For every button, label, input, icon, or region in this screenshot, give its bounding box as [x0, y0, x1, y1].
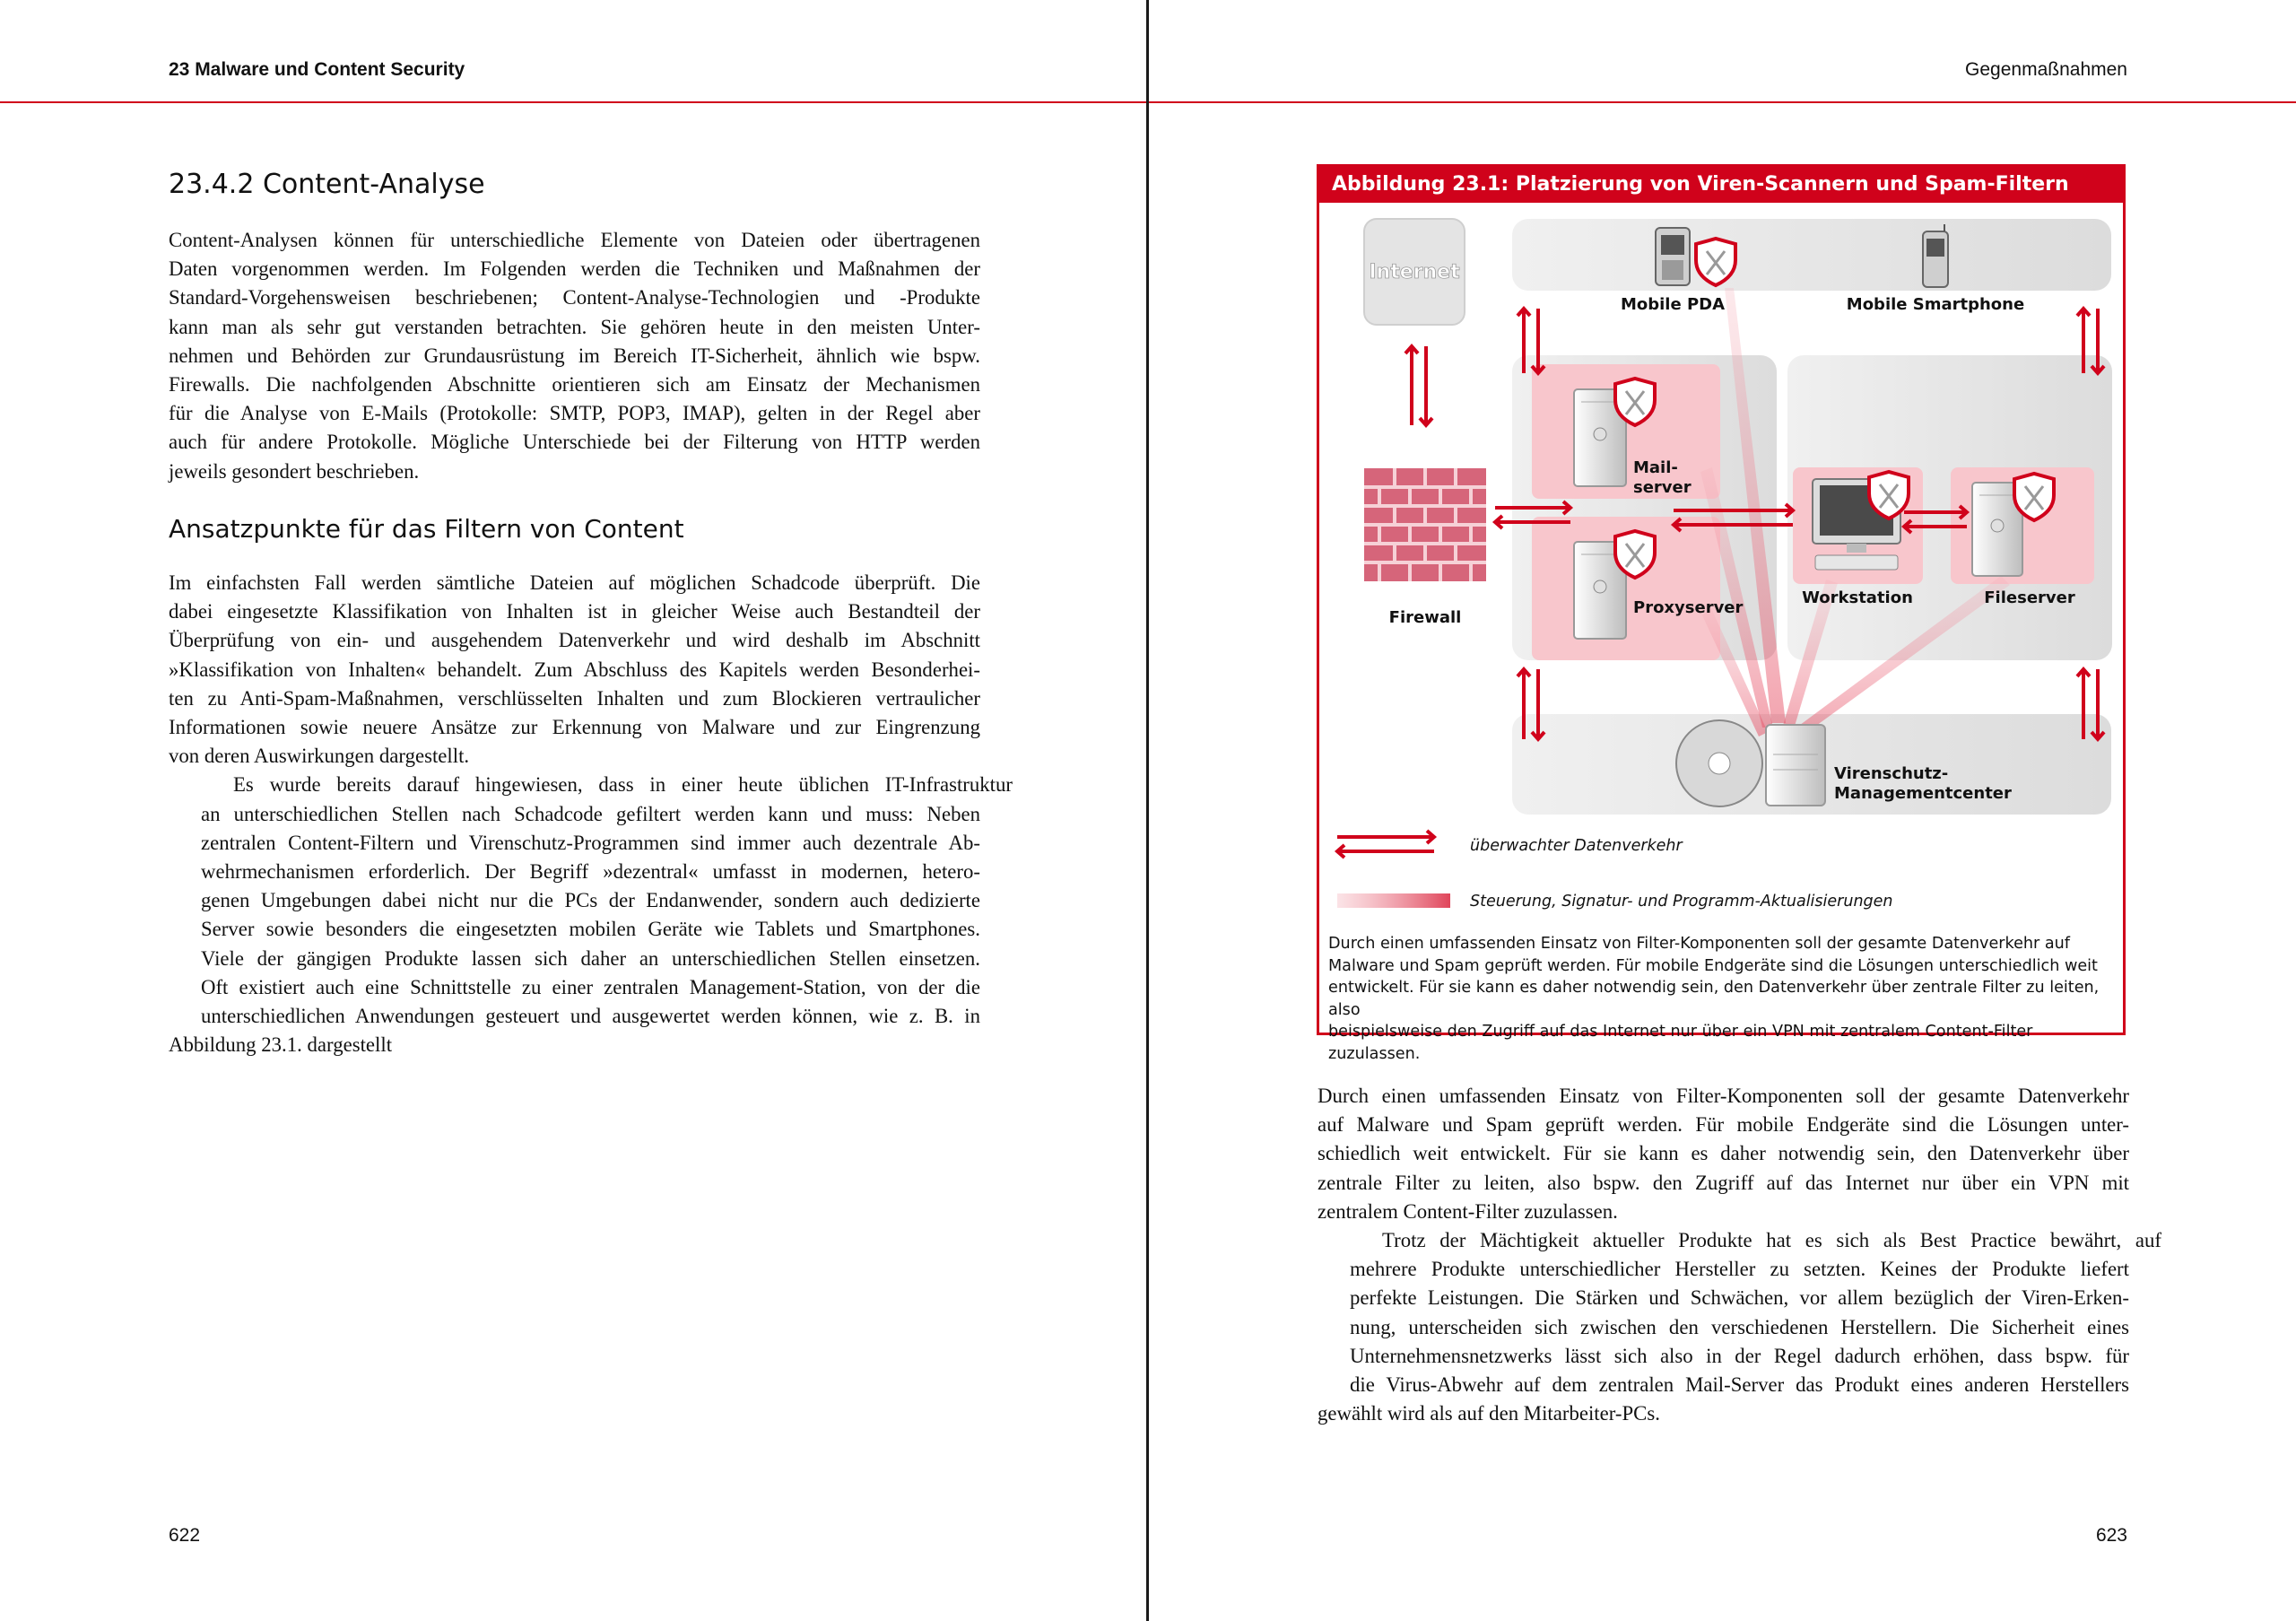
- text-line: jeweils gesondert beschrieben.: [169, 459, 420, 483]
- header-rule: [0, 101, 1147, 103]
- body-paragraph: [169, 569, 980, 771]
- mailserver-label-2: server: [1633, 478, 1692, 497]
- subheading: Ansatzpunkte für das Filtern von Content: [169, 514, 684, 544]
- text-line: an unterschiedlichen Stellen nach Schadcode gefiltert werden kann und muss: Neben: [201, 802, 980, 825]
- paragraph-content-analysis: [169, 226, 980, 486]
- text-line: Content-Analysen können für unterschiedliche Elemente von Dateien oder übertragenen: [169, 229, 980, 251]
- text-line: von deren Auswirkungen dargestellt.: [169, 745, 470, 768]
- mobile-pda-label: Mobile PDA: [1620, 295, 1726, 314]
- body-paragraph: [1318, 1226, 2161, 1428]
- text-line: Durch einen umfassenden Einsatz von Filter-Komponenten soll der gesamte Datenverkehr: [1318, 1085, 2129, 1107]
- proxyserver-label: Proxyserver: [1633, 598, 1744, 617]
- page-number: 623: [2095, 1525, 2127, 1546]
- legend-monitored-label: überwachter Datenverkehr: [1470, 837, 1683, 855]
- running-head: Gegenmaßnahmen: [1965, 59, 2127, 80]
- right-body-text: [1318, 1082, 2161, 1428]
- cd-icon: [1676, 720, 1762, 806]
- text-line: Daten vorgenommen werden. Im Folgenden werden die Techniken und Maßnahmen der: [169, 257, 980, 281]
- body-paragraph: [1318, 1082, 2129, 1226]
- text-line: gewählt wird als auf den Mitarbeiter-PCs.: [1318, 1402, 1660, 1425]
- shield-icon: [2014, 474, 2054, 520]
- text-line: Überprüfung von ein- und ausgehendem Datenverkehr und wird deshalb im Abschnitt: [169, 629, 980, 652]
- running-head: 23 Malware und Content Security: [169, 59, 465, 80]
- smartphone-icon: [1923, 224, 1948, 287]
- text-line: perfekte Leistungen. Die Stärken und Schwächen, vor allem bezüglich der Viren-Erken-: [1350, 1286, 2129, 1310]
- text-line: Unternehmensnetzwerks lässt sich also in der Regel dadurch erhöhen, dass bspw. für: [1350, 1344, 2129, 1367]
- legend-control-bar: [1337, 893, 1450, 908]
- text-line: ten zu Anti-Spam-Maßnahmen, verschlüsselten Inhalten und zum Blockieren vertraulicher: [169, 686, 980, 710]
- workstation-label: Workstation: [1802, 588, 1913, 607]
- firewall-label: Firewall: [1388, 608, 1462, 627]
- figure-box: [1317, 164, 2126, 1063]
- text-line: dabei eingesetzte Klassifikation von Inhalten ist in gleicher Weise auch Bestandteil der: [169, 600, 980, 623]
- figure-title: Abbildung 23.1: Platzierung von Viren-Scannern und Spam-Filtern: [1319, 167, 2123, 203]
- shield-icon: [1869, 472, 1909, 519]
- paragraph-group-filtering: [169, 569, 1013, 1059]
- text-line: Es wurde bereits darauf hingewiesen, dass in einer heute üblichen IT-Infrastruktur: [233, 773, 1013, 797]
- body-paragraph: [169, 226, 980, 486]
- text-line: Im einfachsten Fall werden sämtliche Dateien auf möglichen Schadcode überprüft. Die: [169, 571, 980, 594]
- text-line: zentralem Content-Filter zuzulassen.: [1318, 1199, 1618, 1223]
- text-line: genen Umgebungen dabei nicht nur die PCs der Endanwender, sondern auch dedizierte: [201, 889, 980, 912]
- figure-caption: [1328, 933, 2118, 1066]
- text-line: Server sowie besonders die eingesetzten mobilen Geräte wie Tablets und Smartphones.: [201, 918, 980, 941]
- text-line: zentrale Filter zu leiten, also bspw. den Zugriff auf das Internet nur über ein VPN mit: [1318, 1171, 2129, 1194]
- text-line: mehrere Produkte unterschiedlicher Hersteller zu setzten. Keines der Produkte liefert: [1350, 1258, 2129, 1281]
- text-line: auf Malware und Spam geprüft werden. Für mobile Endgeräte sind die Lösungen unter-: [1318, 1113, 2129, 1137]
- text-line: Informationen sowie neuere Ansätze zur Erkennung von Malware und zur Eingrenzung: [169, 716, 980, 739]
- text-line: nehmen und Behörden zur Grundausrüstung im Bereich IT-Sicherheit, ähnlich wie bspw.: [169, 344, 980, 367]
- firewall-icon: [1364, 468, 1486, 581]
- mobile-panel: [1512, 219, 2111, 291]
- text-line: für die Analyse von E-Mails (Protokolle: SMTP, POP3, IMAP), gelten in der Regel aber: [169, 402, 980, 425]
- text-line: Oft existiert auch eine Schnittstelle zu einer zentralen Management-Station, von der die: [201, 975, 980, 998]
- left-page: [0, 0, 1147, 1621]
- text-line: beispielsweise den Zugriff auf das Internet nur über ein VPN mit zentralem Content-Filter zuzulassen.: [1328, 1023, 2033, 1063]
- legend-monitored-arrows: [1337, 831, 1434, 858]
- network-diagram: [1319, 203, 2123, 929]
- shield-icon: [1696, 239, 1735, 285]
- text-line: die Virus-Abwehr auf dem zentralen Mail-Server das Produkt eines anderen Herstellers: [1350, 1373, 2129, 1397]
- text-line: Standard-Vorgehensweisen beschriebenen; Content-Analyse-Technologien und -Produkte: [169, 286, 980, 309]
- text-line: auch für andere Protokolle. Mögliche Unterschiede bei der Filterung von HTTP werden: [169, 431, 980, 454]
- shield-icon: [1615, 379, 1655, 425]
- fileserver-label: Fileserver: [1984, 588, 2075, 607]
- text-line: zentralen Content-Filtern und Virenschutz-Programmen sind immer auch dezentrale Ab-: [201, 831, 980, 854]
- shield-icon: [1615, 531, 1655, 578]
- virenschutz-label-1: Virenschutz-: [1834, 764, 1949, 783]
- text-line: Durch einen umfassenden Einsatz von Filter-Komponenten soll der gesamte Datenverkehr auf: [1328, 935, 2070, 953]
- text-line: unterschiedlichen Anwendungen gesteuert und ausgewertet werden können, wie z. B. in: [201, 1005, 980, 1028]
- virenschutz-label-2: Managementcenter: [1834, 784, 2012, 803]
- text-line: Malware und Spam geprüft werden. Für mobile Endgeräte sind die Lösungen unterschiedlich weit: [1328, 956, 2098, 975]
- mailserver-label-1: Mail-: [1633, 458, 1678, 477]
- text-line: kann man als sehr gut verstanden betrachten. Sie gehören heute in den meisten Unter-: [169, 315, 980, 338]
- text-line: Trotz der Mächtigkeit aktueller Produkte hat es sich als Best Practice bewährt, auf: [1382, 1229, 2161, 1252]
- text-line: Firewalls. Die nachfolgenden Abschnitte orientieren sich am Einsatz der Mechanismen: [169, 373, 980, 397]
- text-line: entwickelt. Für sie kann es daher notwendig sein, den Datenverkehr über zentrale Filter zu leiten, also: [1328, 979, 2100, 1019]
- legend-control-label: Steuerung, Signatur- und Programm-Aktualisierungen: [1470, 893, 1893, 911]
- section-heading: 23.4.2 Content-Analyse: [169, 169, 485, 200]
- text-line: »Klassifikation von Inhalten« behandelt. Zum Abschluss des Kapitels werden Besonderhei-: [169, 658, 980, 681]
- header-rule: [1149, 101, 2296, 103]
- text-line: schiedlich weit entwickelt. Für sie kann es daher notwendig sein, den Datenverkehr über: [1318, 1142, 2129, 1165]
- right-page: [1149, 0, 2296, 1621]
- management-server-icon: [1766, 725, 1825, 806]
- text-line: nung, unterscheiden sich zwischen den verschiedenen Herstellern. Die Sicherheit eines: [1350, 1315, 2129, 1338]
- page-number: 622: [169, 1525, 201, 1546]
- internet-label: Internet: [1369, 261, 1460, 283]
- mobile-smartphone-label: Mobile Smartphone: [1846, 295, 2025, 314]
- text-line: Viele der gängigen Produkte lassen sich daher an unterschiedlichen Stellen einsetzen.: [201, 946, 980, 970]
- text-line: wehrmechanismen erforderlich. Der Begriff »dezentral« umfasst in modernen, hetero-: [201, 860, 980, 884]
- text-line: Abbildung 23.1. dargestellt: [169, 1033, 393, 1057]
- pda-icon: [1656, 228, 1690, 285]
- body-paragraph: [169, 771, 1013, 1059]
